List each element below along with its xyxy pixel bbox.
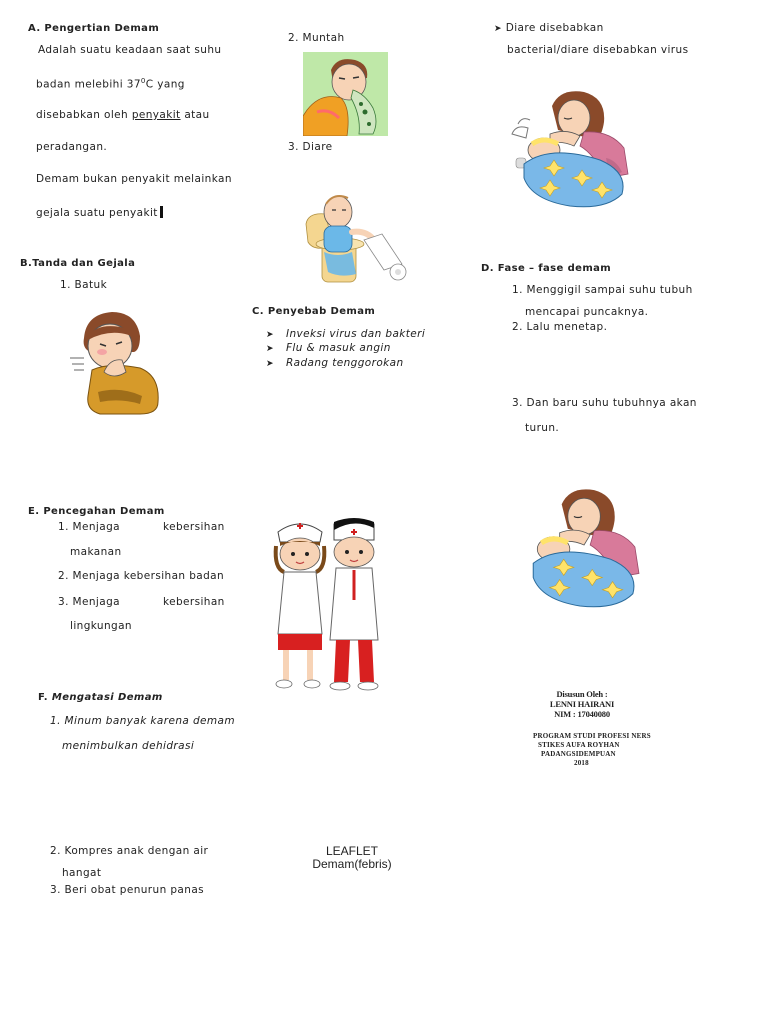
prevent-item-3-word: kebersihan (163, 596, 225, 608)
text-cursor (160, 206, 163, 218)
def-unit: C yang (145, 78, 185, 91)
def-line-2 (36, 78, 185, 90)
arrow-bullet-icon: ➤ (494, 24, 502, 34)
def-line-3 (36, 110, 210, 121)
def-line-5: Demam bukan penyakit melainkan (36, 173, 232, 185)
leaflet-title (292, 845, 412, 871)
arrow-bullet-icon: ➤ (266, 330, 274, 340)
coughing-child-image (70, 306, 164, 418)
author-name: LENNI HAIRANI (549, 698, 615, 709)
treat-item-1: 1. Minum banyak karena demam (50, 715, 235, 727)
prevent-item-1-word: kebersihan (163, 521, 225, 533)
credits-block (540, 690, 624, 719)
arrow-bullet-icon: ➤ (266, 344, 274, 354)
def-line-4: peradangan. (36, 141, 108, 153)
heading-letter: F. (38, 692, 48, 703)
symptom-diarrhea: 3. Diare (288, 141, 333, 153)
phase-item-1: 1. Menggigil sampai suhu tubuh (512, 284, 693, 296)
heading-text: Penyebab Demam (267, 306, 376, 317)
section-b-heading (20, 258, 135, 269)
diare-text: Diare disebabkan (505, 22, 604, 34)
cause-text: Inveksi virus dan bakteri (285, 328, 426, 340)
credits-label: Disusun Oleh : (556, 689, 608, 699)
symptom-vomit: 2. Muntah (288, 32, 345, 44)
phase-item-3-cont: turun. (525, 422, 560, 434)
author-nim: NIM : 17040080 (554, 708, 610, 719)
treat-item-3: 3. Beri obat penurun panas (50, 884, 205, 896)
prevent-item-3-cont: lingkungan (70, 620, 132, 632)
diare-line-1 (494, 23, 604, 34)
section-a-heading (28, 23, 159, 34)
heading-text: Mengatasi Demam (51, 692, 163, 703)
treat-item-1-cont: menimbulkan dehidrasi (62, 740, 195, 752)
cause-text: Flu & masuk angin (285, 342, 391, 354)
heading-letter: E. (28, 506, 40, 517)
treat-item-2: 2. Kompres anak dengan air (50, 845, 209, 857)
cause-item-2 (266, 343, 391, 354)
cause-text: Radang tenggorokan (285, 357, 404, 369)
cause-item-1 (266, 329, 425, 340)
def-cause: disebabkan oleh (36, 109, 129, 121)
vomiting-child-image (303, 52, 388, 136)
heading-letter: D. (481, 263, 494, 274)
treat-item-2-cont: hangat (62, 867, 102, 879)
heading-text: Pengertian Demam (44, 23, 160, 34)
prevent-item-2: 2. Menjaga kebersihan badan (58, 570, 225, 582)
title-line-2: Demam(febris) (312, 857, 392, 872)
def-or: atau (184, 109, 210, 121)
heading-letter: B. (20, 258, 33, 269)
phase-item-2: 2. Lalu menetap. (512, 321, 608, 333)
section-f-heading (38, 692, 163, 703)
arrow-bullet-icon: ➤ (266, 359, 274, 369)
mother-sick-child-image-top (510, 88, 630, 208)
heading-letter: C. (252, 306, 264, 317)
def-line-6 (36, 206, 163, 219)
def-disease: penyakit (131, 109, 181, 121)
heading-text: Tanda dan Gejala (32, 258, 136, 269)
year: 2018 (574, 759, 589, 767)
heading-letter: A. (28, 23, 41, 34)
title-line-1: LEAFLET (325, 844, 379, 858)
degree-sup: 0 (140, 77, 146, 85)
toilet-child-image (304, 182, 408, 294)
prevent-item-1: 1. Menjaga (58, 521, 120, 533)
phase-item-1-cont: mencapai puncaknya. (525, 306, 649, 318)
symptom-cough: 1. Batuk (60, 279, 108, 291)
program-name: PROGRAM STUDI PROFESI NERS (533, 732, 651, 740)
def-symptom: gejala suatu penyakit (36, 207, 158, 219)
diare-line-2: bacterial/diare disebabkan virus (507, 44, 689, 56)
heading-text: Fase – fase demam (497, 263, 612, 274)
phase-item-3: 3. Dan baru suhu tubuhnya akan (512, 397, 697, 409)
heading-text: Pencegahan Demam (43, 506, 165, 517)
def-temp: badan melebihi 37 (36, 78, 141, 91)
prevent-item-1-cont: makanan (70, 546, 122, 558)
city-name: PADANGSIDEMPUAN (541, 750, 616, 758)
section-d-heading (481, 263, 611, 274)
def-line-1: Adalah suatu keadaan saat suhu (38, 44, 222, 56)
section-c-heading (252, 306, 375, 317)
section-e-heading (28, 506, 165, 517)
school-name: STIKES AUFA ROYHAN (538, 741, 620, 749)
prevent-item-3: 3. Menjaga (58, 596, 120, 608)
cause-item-3 (266, 358, 404, 369)
mother-sick-child-image-bottom (518, 486, 642, 608)
nurse-doctor-image (270, 516, 394, 696)
